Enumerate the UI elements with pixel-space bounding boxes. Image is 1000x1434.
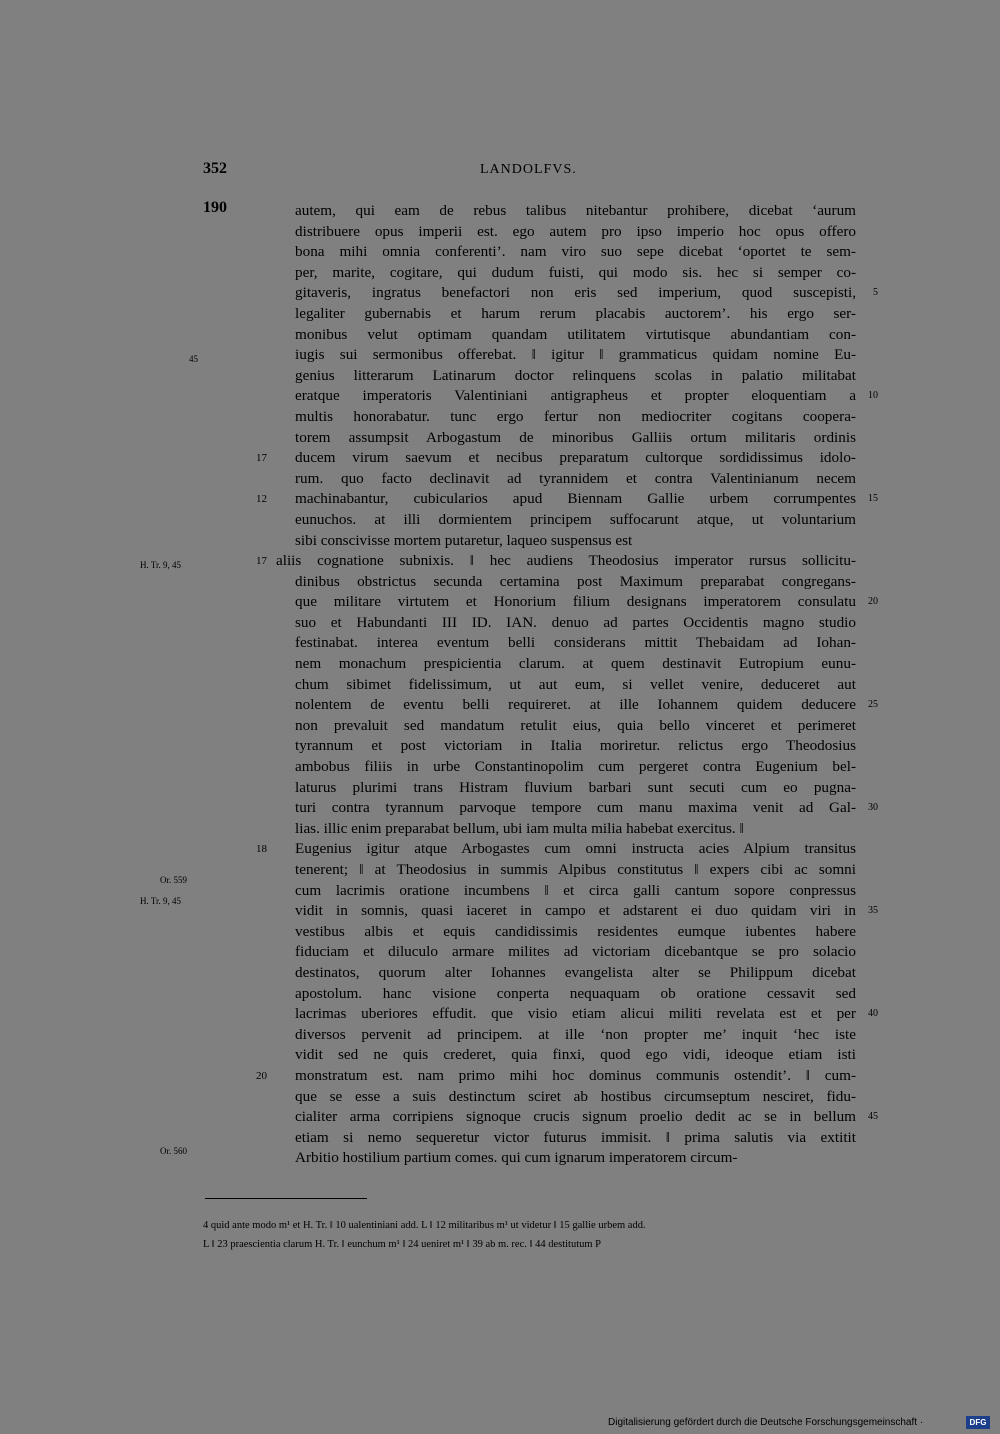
line-text: laturus plurimi trans Histram fluvium barbari sunt secuti cum eo pugna-	[295, 778, 856, 796]
line-text: genius litterarum Latinarum doctor relinquens scolas in palatio militabat	[295, 366, 856, 384]
text-line	[276, 901, 878, 922]
line-text: gitaveris, ingratus benefactori non eris sed imperium, quod suscepisti,	[295, 284, 856, 302]
text-line	[256, 489, 878, 510]
line-text: que militare virtutem et Honorium filium designans imperatorem consulatu	[295, 593, 856, 611]
text-line	[256, 551, 856, 572]
line-text: multis honorabatur. tunc ergo fertur non mediocriter cogitans coopera-	[295, 407, 856, 425]
source-number: 18	[256, 843, 267, 856]
line-text: diversos pervenit ad principem. at ille ‘non propter me’ inquit ‘hec iste	[295, 1025, 856, 1043]
text-line	[276, 366, 856, 387]
line-text: non prevaluit sed mandatum retulit eius, quia bello vinceret et perimeret	[295, 716, 856, 734]
text-line	[276, 716, 856, 737]
main-text	[256, 201, 878, 1169]
line-number: 30	[868, 802, 878, 814]
text-line	[276, 222, 856, 243]
outer-reference: H. Tr. 9, 45	[140, 896, 182, 906]
line-text: autem, qui eam de rebus talibus nitebantur prohibere, dicebat ‘aurum	[295, 202, 856, 219]
footnote-line: L ‖ 23 praescientia clarum H. Tr. ‖ eunchum m¹ ‖ 24 ueniret m¹ ‖ 39 ab m. rec. ‖ 44 destitutum P	[203, 1239, 601, 1250]
line-text: per, marite, cogitare, qui dudum fuisti, qui modo sis. hec si semper co-	[295, 263, 856, 281]
footnotes	[203, 1216, 859, 1254]
line-text: monstratum est. nam primo mihi hoc dominus communis ostendit’. ‖ cum-	[295, 1066, 856, 1084]
line-number: 40	[868, 1008, 878, 1020]
text-line	[276, 881, 856, 902]
source-number: 17	[256, 452, 267, 465]
line-text: eratque imperatoris Valentiniani antigrapheus et propter eloquentiam a	[295, 387, 856, 405]
line-text: destinatos, quorum alter Iohannes evangelista alter se Philippum dicebat	[295, 963, 856, 981]
footnote-line: 4 quid ante modo m¹ et H. Tr. ‖ 10 ualentiniani add. L ‖ 12 militaribus m¹ ut videtur ‖ 15 gallie urbem add.	[203, 1220, 646, 1231]
source-number: 12	[256, 493, 267, 506]
line-text: sibi conscivisse mortem putaretur, laqueo suspensus est	[295, 531, 633, 549]
text-line	[276, 304, 856, 325]
page-number: 352	[203, 160, 227, 177]
line-text: Eugenius igitur atque Arbogastes cum omni instructa acies Alpium transitus	[295, 840, 856, 858]
line-text: lias. illic enim preparabat bellum, ubi iam multa milia habebat exercitus. ‖	[295, 819, 744, 837]
text-line	[276, 1087, 856, 1108]
text-line	[276, 1107, 878, 1128]
footer-credit: Digitalisierung gefördert durch die Deutsche Forschungsgemeinschaft ·	[608, 1417, 924, 1428]
line-number: 5	[873, 287, 878, 299]
outer-reference: 45	[189, 354, 198, 364]
line-text: cum lacrimis oratione incumbens ‖ et circa galli cantum sopore conpressus	[295, 881, 856, 899]
line-text: ambobus filiis in urbe Constantinopolim cum pergeret contra Eugenium bel-	[295, 758, 856, 776]
line-text: vidit sed ne quis crederet, quia finxi, quod ego vidi, ideoque etiam isti	[295, 1046, 856, 1064]
line-text: machinabantur, cubicularios apud Biennam Gallie urbem corrumpentes	[295, 490, 856, 508]
line-text: tenerent; ‖ at Theodosius in summis Alpibus constitutus ‖ expers cibi ac somni	[295, 861, 856, 878]
text-line	[276, 1004, 878, 1025]
text-line	[276, 654, 856, 675]
side-reference: 190	[203, 199, 227, 216]
line-text: dinibus obstrictus secunda certamina post Maximum preparabat congregans-	[295, 572, 856, 590]
line-text: ducem virum saevum et necibus preparatum cultorque sordidissimus idolo-	[295, 449, 856, 467]
line-text: legaliter gubernabis et harum rerum placabis auctorem’. his ergo ser-	[295, 304, 856, 322]
line-text: vestibus albis et equis candidissimis residentes eumque iubentes habere	[295, 922, 856, 940]
text-line	[276, 386, 878, 407]
text-line	[276, 242, 856, 263]
line-text: suo et Habundanti III ID. IAN. denuo ad partes Occidentis magno studio	[295, 613, 856, 631]
text-line	[276, 963, 856, 984]
text-line	[276, 613, 856, 634]
text-line	[276, 736, 856, 757]
text-line	[276, 407, 856, 428]
outer-reference: Or. 560	[160, 1146, 187, 1156]
text-line	[276, 572, 856, 593]
text-line	[276, 1128, 856, 1149]
line-text: turi contra tyrannum parvoque tempore cum manu maxima venit ad Gal-	[295, 799, 856, 817]
text-line	[276, 263, 856, 284]
text-line	[276, 428, 856, 449]
line-number: 45	[868, 1111, 878, 1123]
text-line	[276, 1148, 856, 1169]
text-line	[276, 922, 856, 943]
text-line	[276, 325, 856, 346]
text-line	[276, 860, 856, 881]
text-line	[276, 283, 878, 304]
text-line	[256, 1066, 856, 1087]
line-number: 20	[868, 596, 878, 608]
line-text: lacrimas uberiores effudit. que visio etiam alicui militi revelata est et per	[295, 1005, 856, 1023]
line-text: vidit in somnis, quasi iaceret in campo et adstarent ei duo quidam viri in	[295, 902, 856, 920]
line-number: 15	[868, 493, 878, 505]
line-text: festinabat. interea eventum belli considerans mittit Thebaidam ad Iohan-	[295, 634, 856, 652]
text-line	[276, 984, 856, 1005]
text-line	[276, 675, 856, 696]
text-line	[276, 510, 856, 531]
text-line	[276, 531, 856, 552]
text-line	[276, 592, 878, 613]
line-number: 25	[868, 699, 878, 711]
line-text: chum sibimet fidelissimum, ut aut eum, si vellet venire, deduceret aut	[295, 675, 856, 693]
outer-reference: Or. 559	[160, 875, 187, 885]
text-line	[276, 633, 856, 654]
text-line	[256, 448, 856, 469]
line-number: 35	[868, 905, 878, 917]
text-line	[276, 469, 856, 490]
text-line	[276, 345, 856, 366]
line-text: tyrannum et post victoriam in Italia moriretur. relictus ergo Theodosius	[295, 737, 856, 755]
line-text: bona mihi omnia conferenti’. nam viro suo sepe dicebat ‘oportet te sem-	[295, 243, 856, 261]
text-line	[276, 695, 878, 716]
line-text: apostolum. hanc visione conperta nequaquam ob oratione cessavit sed	[295, 984, 856, 1002]
line-text: eunuchos. at illi dormientem principem suffocarunt atque, ut voluntarium	[295, 510, 856, 528]
text-line	[276, 1025, 856, 1046]
source-number: 17	[256, 555, 267, 568]
line-text: monibus velut optimam quandam utilitatem virtutisque abundantiam con-	[295, 325, 856, 343]
line-number: 10	[868, 390, 878, 402]
line-text: nolentem de eventu belli requireret. at ille Iohannem quidem deducere	[295, 696, 856, 714]
text-line	[276, 757, 856, 778]
text-line	[256, 839, 856, 860]
line-text: aliis cognatione subnixis. ‖ hec audiens Theodosius imperator rursus sollicitu-	[276, 552, 856, 570]
outer-reference: H. Tr. 9, 45	[140, 560, 182, 570]
line-text: que se esse a suis destinctum sciret ab hostibus circumseptum nesciret, fidu-	[295, 1087, 856, 1105]
line-text: Arbitio hostilium partium comes. qui cum ignarum imperatorem circum-	[295, 1149, 738, 1167]
running-head: LANDOLFVS.	[480, 162, 577, 177]
text-line	[276, 819, 856, 840]
line-text: cialiter arma corripiens signoque crucis signum proelio dedit ac se in bellum	[295, 1108, 856, 1126]
line-text: rum. quo facto declinavit ad tyrannidem et contra Valentinianum necem	[295, 469, 856, 487]
text-line	[276, 778, 856, 799]
line-text: iugis sui sermonibus offerebat. ‖ igitur ‖ grammaticus quidam nomine Eu-	[295, 346, 856, 364]
dfg-logo: DFG	[966, 1416, 990, 1429]
text-line	[276, 942, 856, 963]
source-number: 20	[256, 1069, 267, 1082]
line-text: etiam si nemo sequeretur victor futurus immisit. ‖ prima salutis via extitit	[295, 1128, 856, 1146]
text-line	[276, 201, 856, 222]
line-text: nem monachum prespicientia clarum. at quem destinavit Eutropium eunu-	[295, 655, 856, 673]
line-text: distribuere opus imperii est. ego autem pro ipso imperio hoc opus offero	[295, 222, 856, 240]
footnote-rule	[205, 1198, 367, 1199]
line-text: fiduciam et diluculo armare milites ad victoriam dicebantque se pro solacio	[295, 943, 856, 961]
text-line	[276, 798, 878, 819]
text-line	[276, 1045, 856, 1066]
line-text: torem assumpsit Arbogastum de minoribus Galliis ortum militaris ordinis	[295, 428, 856, 446]
